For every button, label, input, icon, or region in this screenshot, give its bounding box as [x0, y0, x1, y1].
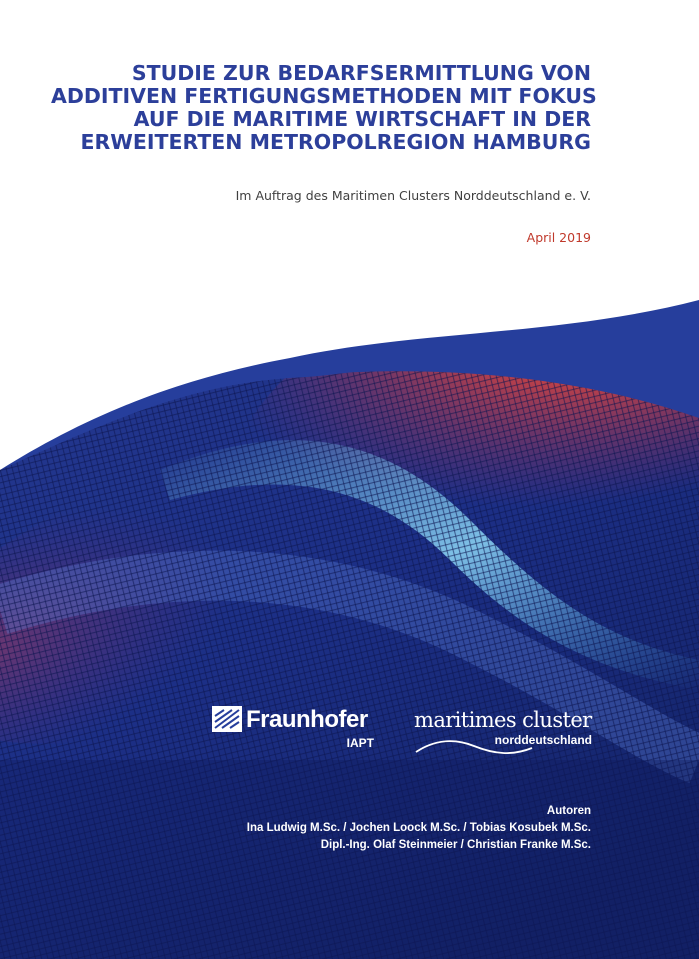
authors-block	[247, 803, 591, 854]
fraunhofer-name: Fraunhofer	[246, 706, 368, 733]
cover-title	[51, 61, 597, 154]
publication-date: April 2019	[526, 230, 591, 245]
fraunhofer-unit: IAPT	[346, 736, 374, 750]
fraunhofer-logo-icon	[212, 706, 244, 732]
title-line: ADDITIVEN FERTIGUNGSMETHODEN MIT FOKUS	[51, 84, 597, 108]
commission-note: Im Auftrag des Maritimen Clusters Norddeutschland e. V.	[235, 188, 591, 203]
authors-line: Dipl.-Ing. Olaf Steinmeier / Christian Franke M.Sc.	[320, 839, 591, 851]
maritimes-cluster-logo	[414, 710, 598, 764]
maritimes-cluster-name: maritimes cluster	[414, 708, 592, 732]
fraunhofer-logo	[212, 706, 382, 756]
authors-line: Ina Ludwig M.Sc. / Jochen Loock M.Sc. / Tobias Kosubek M.Sc.	[246, 822, 591, 834]
authors-heading: Autoren	[546, 805, 591, 817]
wave-icon	[414, 730, 534, 760]
maritimes-cluster-sub: norddeutschland	[494, 733, 592, 747]
title-line: AUF DIE MARITIME WIRTSCHAFT IN DER	[133, 107, 591, 131]
title-line: STUDIE ZUR BEDARFSERMITTLUNG VON	[131, 61, 591, 85]
title-line: ERWEITERTEN METROPOLREGION HAMBURG	[80, 130, 591, 154]
